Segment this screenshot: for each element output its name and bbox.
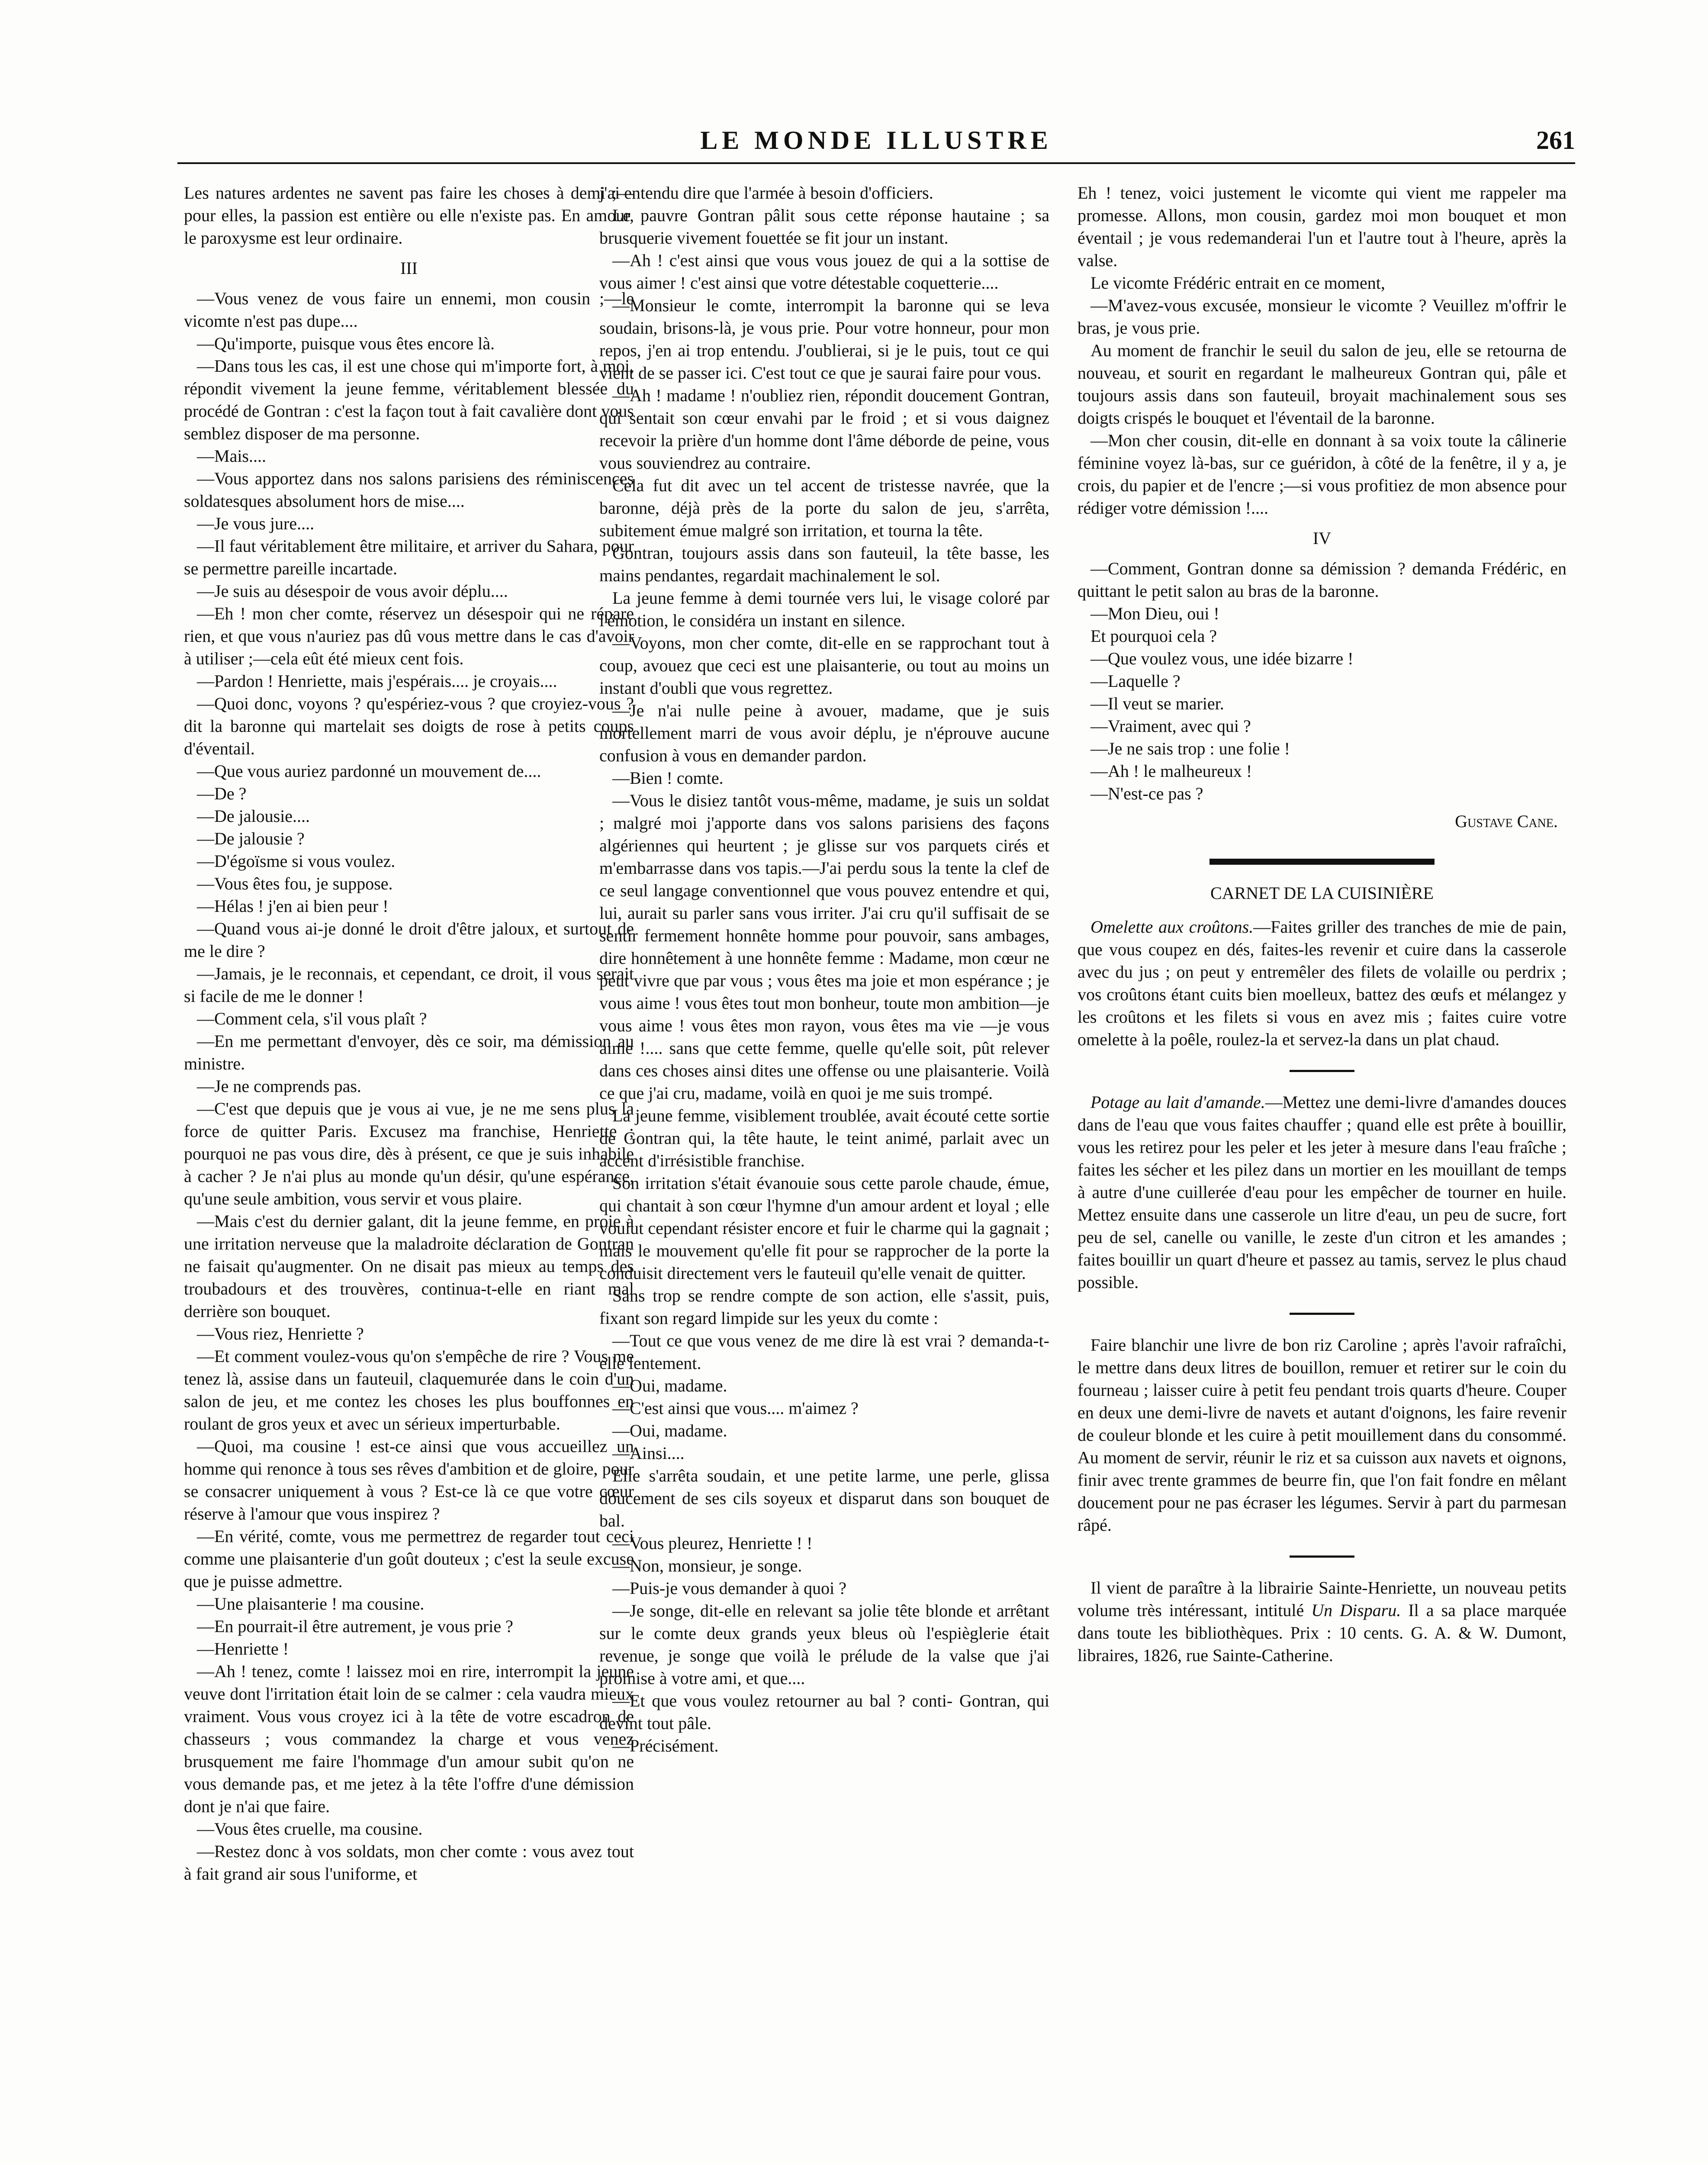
section-number: III <box>400 258 418 278</box>
recipe-paragraph <box>1078 916 1566 1051</box>
notice-text: Il vient de paraître à la librairie Sainte-Henriette, un nouveau petits volume très intéressant, intitulé <box>1078 1578 1566 1620</box>
paragraph: j'ai entendu dire que l'armée à besoin d'officiers. <box>599 183 933 203</box>
paragraph: —En pourrait-il être autrement, je vous prie ? <box>197 1617 513 1636</box>
paragraph: —D'égoïsme si vous voulez. <box>197 851 396 871</box>
paragraph: —Il faut véritablement être militaire, et arriver du Sahara, pour se permettre pareille incartade. <box>184 536 634 578</box>
paragraph: —M'avez-vous excusée, monsieur le vicomte ? Veuillez m'offrir le bras, je vous prie. <box>1078 296 1566 338</box>
paragraph: —Voyons, mon cher comte, dit-elle en se rapprochant tout à coup, avouez que ceci est une plaisanterie, ou tout au moins un instant d'oubli que vous regrettez. <box>599 633 1049 698</box>
paragraph: Le pauvre Gontran pâlit sous cette réponse hautaine ; sa brusquerie vivement fouettée se fit jour un instant. <box>599 206 1049 248</box>
paragraph: —Oui, madame. <box>612 1376 727 1395</box>
paragraph: La jeune femme, visiblement troublée, avait écouté cette sortie de Gontran qui, la tête haute, le teint animé, parlait avec un accent d'irrésistible franchise. <box>599 1106 1049 1170</box>
notice-paragraph <box>1078 1577 1566 1667</box>
recipe-body: —Mettez une demi-livre d'amandes douces dans de l'eau que vous faites chauffer ; quand elle est prête à bouillir, vous les retirez pour les peler et les jeter à mesure dans l'eau fraîche ; faites les sécher et les pilez dans un mortier en les mouillant de temps à autre d'une cuillerée d'eau pour les empêcher de tourner en huile. Mettez ensuite dans une casserole un litre d'eau, un peu de sucre, fort peu de sel, canelle ou vanille, le zeste d'un citron et les amandes ; faites bouillir un quart d'heure et passez au tamis, servez le plus chaud possible. <box>1078 1092 1566 1292</box>
column-2 <box>599 182 1049 1757</box>
paragraph: —Ah ! madame ! n'oubliez rien, répondit doucement Gontran, qui sentait son cœur envahi par le froid ; et si vous daignez recevoir la prière d'un homme dont l'âme déborde de peine, vous vous souviendrez au contraire. <box>599 386 1049 473</box>
masthead-title: LE MONDE ILLUSTRE <box>700 126 1052 155</box>
book-title: Un Disparu. <box>1311 1600 1401 1620</box>
paragraph: —Je suis au désespoir de vous avoir déplu.... <box>197 581 508 601</box>
paragraph: —Je n'ai nulle peine à avouer, madame, que je suis mortellement marri de vous avoir déplu, je n'éprouve aucune confusion à vous en demander pardon. <box>599 701 1049 765</box>
paragraph: —De jalousie ? <box>197 829 305 848</box>
paragraph: —En vérité, comte, vous me permettrez de regarder tout ceci comme une plaisanterie d'un goût douteux ; c'est la seule excuse que je puisse admettre. <box>184 1526 634 1591</box>
header-rule <box>177 162 1575 164</box>
paragraph: —Comment cela, s'il vous plaît ? <box>197 1009 427 1028</box>
notice-text: Il a sa place marquée dans toute les bibliothèques. Prix : 10 cents. G. A. & W. Dumont, libraires, 1826, rue Sainte-Catherine. <box>1078 1600 1567 1665</box>
paragraph: —En me permettant d'envoyer, dès ce soir, ma démission au ministre. <box>184 1031 634 1073</box>
paragraph: —Que vous auriez pardonné un mouvement de.... <box>197 761 541 781</box>
paragraph: —Laquelle ? <box>1090 671 1180 691</box>
paragraph: —Eh ! mon cher comte, réservez un désespoir qui ne répare rien, et que vous n'auriez pas dû vous mettre dans le cas d'avoir à utiliser ;—cela eût été mieux cent fois. <box>184 604 634 668</box>
paragraph: —Hélas ! j'en ai bien peur ! <box>197 896 389 916</box>
paragraph: —Vous le disiez tantôt vous-même, madame, je suis un soldat ; malgré moi j'apporte dans vos salons parisiens des façons algériennes qui heurtent ; je glisse sur vos parquets cirés et m'embarrasse dans vos tapis.—J'ai perdu sous la tente la clef de ce seul langage conventionnel que vous pouvez entendre et qui, lui, aurait su parler sans vous irriter. J'ai cru qu'il suffisait de se sentir fermement honnête homme pour pouvoir, sans ambages, dire honnêtement à une honnête femme : Madame, mon cœur ne peut vivre que par vous ; vous êtes ma joie et mon espérance ; je vous aime ! vous êtes tout mon bonheur, toute mon ambition—je vous aime ! vous êtes mon rayon, vous êtes ma vie —je vous aime !.... sans que cette femme, quelle qu'elle soit, pût relever dans ces choses ainsi dites une offense ou une plaisanterie. Voilà ce que j'ai cru, madame, voilà en quoi je me suis trompé. <box>599 791 1049 1103</box>
recipe-title: Omelette aux croûtons. <box>1090 917 1254 937</box>
paragraph: —C'est que depuis que je vous ai vue, je ne me sens plus la force de quitter Paris. Excusez ma franchise, Henriette ; pourquoi ne pas vous dire, dès à présent, ce que je suis inhabile à cacher ? Je n'ai plus au monde qu'un désir, qu'une espérance, qu'une seule ambition, vous servir et vous plaire. <box>184 1099 634 1208</box>
paragraph: —Quoi, ma cousine ! est-ce ainsi que vous accueillez un homme qui renonce à tous ses rêves d'ambition et de gloire, pour se consacrer uniquement à vous ? Est-ce là ce que votre cœur réserve à l'amour que vous inspirez ? <box>184 1436 634 1523</box>
paragraph: —Que voulez vous, une idée bizarre ! <box>1090 649 1354 668</box>
paragraph: Les natures ardentes ne savent pas faire les choses à demi ;—pour elles, la passion est entière ou elle n'existe pas. En amour, le paroxysme est leur ordinaire. <box>184 183 634 248</box>
paragraph: —Ah ! le malheureux ! <box>1090 761 1252 781</box>
paragraph: Eh ! tenez, voici justement le vicomte qui vient me rappeler ma promesse. Allons, mon cousin, gardez moi mon bouquet et mon éventail ; je vous redemanderai l'un et l'autre tout à l'heure, après la valse. <box>1078 183 1566 270</box>
paragraph: —Et comment voulez-vous qu'on s'empêche de rire ? Vous me tenez là, assise dans un fauteuil, claquemurée dans le coin d'un salon de jeu, et me contez les choses les plus bouffonnes en roulant de gros yeux et avec un sérieux imperturbable. <box>184 1346 634 1433</box>
paragraph: —Qu'importe, puisque vous êtes encore là. <box>197 334 495 353</box>
paragraph: —De jalousie.... <box>197 806 310 826</box>
section-divider <box>1209 859 1435 865</box>
paragraph: Au moment de franchir le seuil du salon de jeu, elle se retourna de nouveau, et sourit en regardant le malheureux Gontran qui, pâle et toujours assis dans son fauteuil, broyait machinalement sous ses doigts crispés le bouquet et l'éventail de la baronne. <box>1078 341 1566 428</box>
paragraph: —Vous pleurez, Henriette ! ! <box>612 1533 813 1553</box>
section-number: IV <box>1312 528 1332 548</box>
column-3 <box>1078 182 1566 1667</box>
paragraph: —C'est ainsi que vous.... m'aimez ? <box>612 1398 859 1418</box>
paragraph: —Mais.... <box>197 446 266 466</box>
paragraph: —Vous venez de vous faire un ennemi, mon cousin ;—le vicomte n'est pas dupe.... <box>184 289 634 331</box>
paragraph: —Tout ce que vous venez de me dire là est vrai ? demanda-t-elle lentement. <box>599 1331 1049 1373</box>
paragraph: Le vicomte Frédéric entrait en ce moment, <box>1090 273 1385 293</box>
paragraph: —Je ne sais trop : une folie ! <box>1090 739 1290 758</box>
section-heading: CARNET DE LA CUISINIÈRE <box>1210 883 1434 903</box>
divider <box>1290 1555 1354 1558</box>
paragraph: —Quoi donc, voyons ? qu'espériez-vous ? que croyiez-vous ? dit la baronne qui martelait ses doigts de rose à petits coups d'éventail. <box>184 694 634 758</box>
paragraph: —Ah ! tenez, comte ! laissez moi en rire, interrompit la jeune veuve dont l'irritation était loin de se calmer : cela vaudra mieux vraiment. Vous vous croyez ici à la tête de votre escadron de chasseurs ; vous commandez la charge et vous venez brusquement me faire l'hommage d'un amour subit qu'on ne vous demande pas, et me jetez à la tête l'offre d'une démission dont je n'ai que faire. <box>184 1662 634 1816</box>
author-signature: Gustave Cane. <box>1455 812 1558 831</box>
paragraph: —Pardon ! Henriette, mais j'espérais.... je croyais.... <box>197 671 557 691</box>
divider <box>1290 1070 1354 1072</box>
paragraph: —Vous riez, Henriette ? <box>197 1324 364 1343</box>
paragraph: Son irritation s'était évanouie sous cette parole chaude, émue, qui chantait à son cœur l'hymne d'un amour ardent et loyal ; elle voulut cependant résister encore et fuir le charme qui la gagnait ; mais le mouvement qu'elle fit pour se rapprocher de la porte la conduisit directement vers le fauteuil qu'elle venait de quitter. <box>599 1173 1049 1283</box>
paragraph: —Je vous jure.... <box>197 514 315 533</box>
paragraph: —Jamais, je le reconnais, et cependant, ce droit, il vous serait si facile de me le donner ! <box>184 964 634 1006</box>
paragraph: —Monsieur le comte, interrompit la baronne qui se leva soudain, brisons-là, je vous prie. Pour votre honneur, pour mon repos, j'en ai trop entendu. J'oublierai, si je le puis, tout ce qui vient de se passer ici. C'est tout ce que je saurai faire pour vous. <box>599 296 1049 383</box>
paragraph: —Il veut se marier. <box>1090 694 1224 713</box>
recipe-paragraph: Faire blanchir une livre de bon riz Caroline ; après l'avoir rafraîchi, le mettre dans deux litres de bouillon, remuer et retirer sur le coin du fourneau ; laisser cuire à petit feu pendant trois quarts d'heure. Couper en deux une demi-livre de navets et autant d'oignons, les faire revenir de couleur blonde et les cuire à petit mouillement dans du consommé. Au moment de servir, réunir le riz et sa cuisson aux navets et oignons, finir avec trente grammes de beurre fin, que l'on fait fondre en mêlant doucement pour ne pas écraser les légumes. Servir à part du parmesan râpé. <box>1078 1335 1566 1535</box>
paragraph: —Bien ! comte. <box>612 768 724 788</box>
paragraph: —Mon Dieu, oui ! <box>1090 604 1219 623</box>
paragraph: Gontran, toujours assis dans son fauteuil, la tête basse, les mains pendantes, regardait machinalement le sol. <box>599 543 1049 585</box>
paragraph: —Vraiment, avec qui ? <box>1090 716 1251 736</box>
paragraph: —Oui, madame. <box>612 1421 727 1440</box>
paragraph: Cela fut dit avec un tel accent de tristesse navrée, que la baronne, déjà près de la porte du salon de jeu, s'arrêta, subitement émue malgré son irritation, et tourna la tête. <box>599 476 1049 540</box>
paragraph: —Ah ! c'est ainsi que vous vous jouez de qui a la sottise de vous aimer ! c'est ainsi que votre détestable coquetterie.... <box>599 251 1049 293</box>
paragraph: —Je ne comprends pas. <box>197 1076 361 1096</box>
page-header <box>177 126 1575 160</box>
paragraph: Et pourquoi cela ? <box>1090 626 1217 646</box>
divider <box>1290 1313 1354 1315</box>
paragraph: —Non, monsieur, je songe. <box>612 1556 802 1575</box>
paragraph: La jeune femme à demi tournée vers lui, le visage coloré par l'émotion, le considéra un instant en silence. <box>599 588 1049 630</box>
recipe-body: —Faites griller des tranches de mie de pain, que vous coupez en dés, faites-les revenir et cuire dans la casserole avec du jus ; on peut y entremêler des filets de volaille ou perdrix ; vos croûtons étant cuits bien moelleux, battez des œufs et mélangez y les croûtons et les filets si vous en avez mis ; faites cuire votre omelette à la poêle, roulez-la et servez-la dans un plat chaud. <box>1078 917 1566 1049</box>
paragraph: —Vous apportez dans nos salons parisiens des réminiscences soldatesques absolument hors de mise.... <box>184 469 634 511</box>
paragraph: —Dans tous les cas, il est une chose qui m'importe fort, à moi, répondit vivement la jeune femme, véritablement blessée du procédé de Gontran : c'est la façon tout à fait cavalière dont vous semblez disposer de ma personne. <box>184 356 634 443</box>
paragraph: —Vous êtes fou, je suppose. <box>197 874 393 893</box>
paragraph: —Précisément. <box>612 1736 719 1755</box>
paragraph: —Quand vous ai-je donné le droit d'être jaloux, et surtout de me le dire ? <box>184 919 634 961</box>
paragraph: —Je songe, dit-elle en relevant sa jolie tête blonde et arrêtant sur le comte deux grands yeux bleus où l'espièglerie était revenue, je songe que voilà le prélude de la valse que j'ai promise à votre ami, et que.... <box>599 1601 1049 1688</box>
paragraph: —Vous êtes cruelle, ma cousine. <box>197 1819 423 1839</box>
paragraph: —Mon cher cousin, dit-elle en donnant à sa voix toute la câlinerie féminine voyez là-bas, sur ce guéridon, à côté de la fenêtre, il y a, je crois, du papier et de l'encre ;—si vous profitiez de mon absence pour rédiger votre démission !.... <box>1078 431 1566 518</box>
paragraph: —Restez donc à vos soldats, mon cher comte : vous avez tout à fait grand air sous l'uniforme, et <box>184 1842 634 1884</box>
paragraph: —Ainsi.... <box>612 1443 685 1463</box>
paragraph: —Henriette ! <box>197 1639 289 1658</box>
paragraph: Elle s'arrêta soudain, et une petite larme, une perle, glissa doucement de ses cils soyeux et disparut dans son bouquet de bal. <box>599 1466 1049 1530</box>
recipe-title: Potage au lait d'amande. <box>1090 1092 1265 1112</box>
recipe-paragraph <box>1078 1091 1566 1294</box>
paragraph: —Une plaisanterie ! ma cousine. <box>197 1594 425 1613</box>
paragraph: —Et que vous voulez retourner au bal ? conti- Gontran, qui devint tout pâle. <box>599 1691 1049 1733</box>
paragraph: Sans trop se rendre compte de son action, elle s'assit, puis, fixant son regard limpide sur les yeux du comte : <box>599 1286 1049 1328</box>
paragraph: —Comment, Gontran donne sa démission ? demanda Frédéric, en quittant le petit salon au bras de la baronne. <box>1078 559 1566 601</box>
paragraph: —De ? <box>197 784 247 803</box>
paragraph: —N'est-ce pas ? <box>1090 784 1203 803</box>
paragraph: —Puis-je vous demander à quoi ? <box>612 1578 846 1598</box>
page-number: 261 <box>1536 126 1575 155</box>
column-1 <box>184 182 634 1885</box>
paragraph: —Mais c'est du dernier galant, dit la jeune femme, en proie à une irritation nerveuse que la maladroite déclaration de Gontran ne faisait qu'augmenter. On ne disait pas mieux au temps des troubadours et des trouvères, continua-t-elle en riant mal derrière son bouquet. <box>184 1211 634 1321</box>
